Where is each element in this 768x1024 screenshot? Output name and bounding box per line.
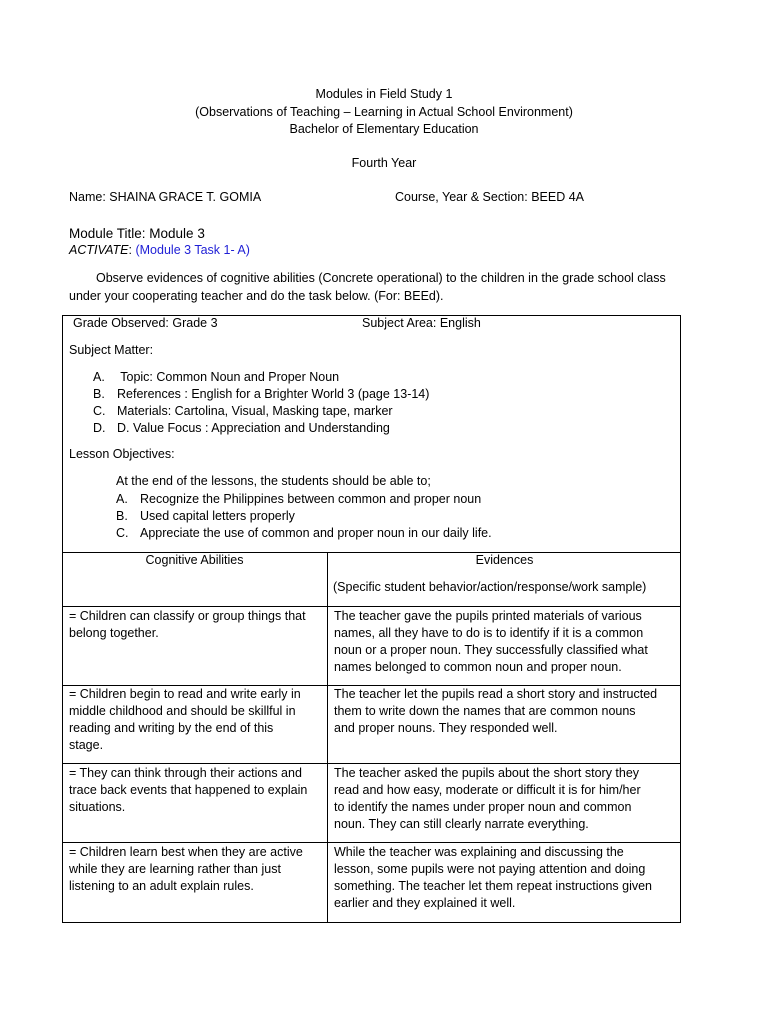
cell-line: middle childhood and should be skillful in xyxy=(69,704,296,718)
subject-matter-label: Subject Matter: xyxy=(69,343,154,357)
subject-area: Subject Area: English xyxy=(362,316,481,330)
list-marker: C. xyxy=(93,404,106,418)
list-marker: A. xyxy=(93,370,105,384)
table-divider xyxy=(62,763,681,764)
table-cell-evidence xyxy=(334,765,641,833)
cell-line: lesson, some pupils were not paying attention and doing xyxy=(334,862,646,876)
objectives-intro: At the end of the lessons, the students should be able to; xyxy=(116,474,431,488)
table-cell-ability xyxy=(69,686,301,754)
cell-line: The teacher asked the pupils about the short story they xyxy=(334,766,640,780)
cell-line: = Children can classify or group things that xyxy=(69,609,306,623)
cell-line: belong together. xyxy=(69,626,159,640)
cell-line: noun or a proper noun. They successfully classified what xyxy=(334,643,648,657)
activate-label: ACTIVATE xyxy=(69,243,129,257)
grade-observed: Grade Observed: Grade 3 xyxy=(73,316,218,330)
cell-line: names, all they have to do is to identify if it is a common xyxy=(334,626,644,640)
program-name: Bachelor of Elementary Education xyxy=(289,122,479,136)
document-subtitle: (Observations of Teaching – Learning in Actual School Environment) xyxy=(195,105,573,119)
cell-line: read and how easy, moderate or difficult it is for him/her xyxy=(334,783,641,797)
subject-item xyxy=(93,403,393,420)
cell-line: = Children learn best when they are active xyxy=(69,845,303,859)
document-title: Modules in Field Study 1 xyxy=(315,87,453,101)
table-divider xyxy=(62,842,681,843)
module-title: Module Title: Module 3 xyxy=(69,226,205,241)
task-label: (Module 3 Task 1- A) xyxy=(135,243,250,257)
table-cell-ability xyxy=(69,765,307,816)
cell-line: something. The teacher let them repeat instructions given xyxy=(334,879,652,893)
table-divider xyxy=(62,606,681,607)
cell-line: While the teacher was explaining and discussing the xyxy=(334,845,624,859)
instructions-line-1: Observe evidences of cognitive abilities (Concrete operational) to the children in the grade school class xyxy=(96,271,666,285)
year-level: Fourth Year xyxy=(351,156,417,170)
list-item-text: Recognize the Philippines between common and proper noun xyxy=(140,492,482,506)
list-marker: B. xyxy=(116,509,128,523)
instructions-line-2: under your cooperating teacher and do the task below. (For: BEEd). xyxy=(69,289,444,303)
cell-line: while they are learning rather than just xyxy=(69,862,281,876)
cell-line: listening to an adult explain rules. xyxy=(69,879,254,893)
cell-line: names belonged to common noun and proper noun. xyxy=(334,660,622,674)
cell-line: and proper nouns. They responded well. xyxy=(334,721,558,735)
cell-line: The teacher let the pupils read a short story and instructed xyxy=(334,687,658,701)
column-header-cognitive-abilities: Cognitive Abilities xyxy=(145,553,244,567)
student-name: Name: SHAINA GRACE T. GOMIA xyxy=(69,190,262,204)
table-cell-ability xyxy=(69,844,303,895)
table-cell-ability xyxy=(69,608,306,642)
list-marker: C. xyxy=(116,526,129,540)
list-item-text: Appreciate the use of common and proper noun in our daily life. xyxy=(140,526,492,540)
cell-line: noun. They can still clearly narrate everything. xyxy=(334,817,589,831)
table-cell-evidence xyxy=(334,608,648,676)
list-marker: D. xyxy=(93,421,106,435)
list-item-text: D. Value Focus : Appreciation and Understanding xyxy=(117,421,390,435)
list-item-text: Topic: Common Noun and Proper Noun xyxy=(117,370,340,384)
subject-item xyxy=(93,420,390,437)
table-cell-evidence xyxy=(334,686,657,737)
subject-item xyxy=(93,386,429,403)
activate-colon: : xyxy=(128,243,132,257)
course-year-section: Course, Year & Section: BEED 4A xyxy=(395,190,584,204)
cell-line: stage. xyxy=(69,738,104,752)
column-header-evidences: Evidences xyxy=(475,553,534,567)
cell-line: them to write down the names that are common nouns xyxy=(334,704,636,718)
activate-line xyxy=(69,243,250,257)
cell-line: The teacher gave the pupils printed materials of various xyxy=(334,609,642,623)
column-divider xyxy=(327,552,328,923)
table-cell-evidence xyxy=(334,844,652,912)
cell-line: trace back events that happened to explain xyxy=(69,783,308,797)
list-item-text: References : English for a Brighter World 3 (page 13-14) xyxy=(117,387,430,401)
list-marker: A. xyxy=(116,492,128,506)
cell-line: = They can think through their actions and xyxy=(69,766,302,780)
cell-line: reading and writing by the end of this xyxy=(69,721,274,735)
subject-item xyxy=(93,369,339,386)
cell-line: earlier and they explained it well. xyxy=(334,896,516,910)
lesson-objectives-label: Lesson Objectives: xyxy=(69,447,175,461)
cell-line: = Children begin to read and write early in xyxy=(69,687,301,701)
cell-line: to identify the names under proper noun and common xyxy=(334,800,632,814)
objective-item xyxy=(116,508,295,525)
cell-line: situations. xyxy=(69,800,126,814)
list-item-text: Used capital letters properly xyxy=(140,509,295,523)
list-item-text: Materials: Cartolina, Visual, Masking tape, marker xyxy=(117,404,393,418)
list-marker: B. xyxy=(93,387,105,401)
objective-item xyxy=(116,491,481,508)
objective-item xyxy=(116,525,492,542)
column-subheader-evidences: (Specific student behavior/action/response/work sample) xyxy=(333,580,647,594)
